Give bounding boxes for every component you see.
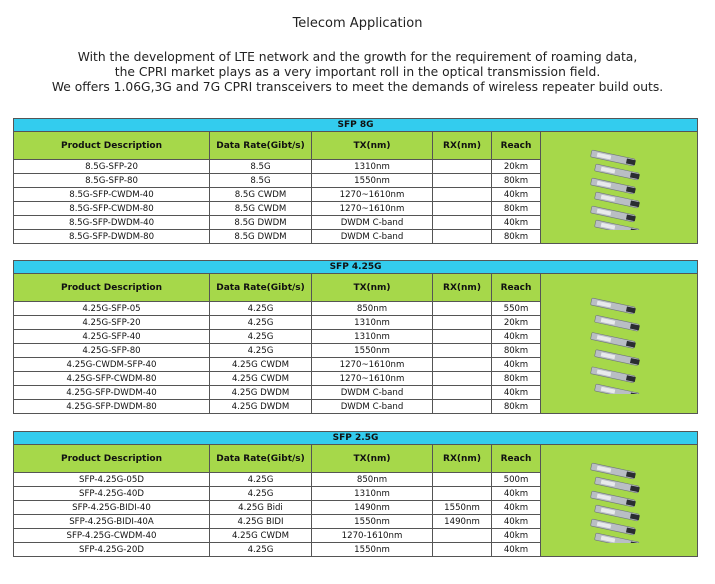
intro-line: the CPRI market plays as a very important roll in the optical transmission field. (114, 65, 601, 79)
table-cell (433, 358, 492, 372)
table-cell: 4.25G CWDM (210, 529, 312, 543)
table-cell: 8.5G-SFP-CWDM-80 (14, 202, 210, 216)
table-cell: 40km (492, 501, 541, 515)
table-cell: 4.25G-SFP-CWDM-80 (14, 372, 210, 386)
table-cell (433, 188, 492, 202)
table-cell: DWDM C-band (312, 230, 433, 244)
table-cell: 8.5G-SFP-20 (14, 160, 210, 174)
table-cell: 4.25G (210, 316, 312, 330)
table-cell: DWDM C-band (312, 216, 433, 230)
column-header: TX(nm) (312, 132, 433, 160)
table-cell: 8.5G (210, 160, 312, 174)
table-cell: 4.25G-SFP-20 (14, 316, 210, 330)
table-cell: 40km (492, 216, 541, 230)
table-cell: 40km (492, 543, 541, 557)
table-cell: 4.25G (210, 473, 312, 487)
table-cell (433, 473, 492, 487)
table-cell (433, 372, 492, 386)
table-cell: 80km (492, 230, 541, 244)
table-cell: 4.25G (210, 487, 312, 501)
table-cell: 40km (492, 188, 541, 202)
intro-paragraph (0, 50, 715, 95)
table-cell (433, 316, 492, 330)
table-cell: 850nm (312, 302, 433, 316)
table-cell: 40km (492, 529, 541, 543)
table-cell: 8.5G CWDM (210, 202, 312, 216)
table-cell (433, 400, 492, 414)
table-cell: 1550nm (312, 344, 433, 358)
table-cell (433, 529, 492, 543)
column-header: RX(nm) (433, 445, 492, 473)
spec-table-sfp-4-25g (13, 260, 698, 414)
table-cell: 4.25G (210, 543, 312, 557)
table-cell: 1270~1610nm (312, 358, 433, 372)
table-cell: 1310nm (312, 487, 433, 501)
table-cell (433, 160, 492, 174)
table-cell (433, 216, 492, 230)
column-header: Product Description (14, 445, 210, 473)
page-title: Telecom Application (292, 16, 423, 31)
column-header: Reach (492, 445, 541, 473)
table-cell: 1550nm (312, 174, 433, 188)
table-cell: 4.25G-SFP-DWDM-40 (14, 386, 210, 400)
column-header: RX(nm) (433, 274, 492, 302)
table-cell: 4.25G (210, 344, 312, 358)
table-cell: 80km (492, 174, 541, 188)
table-cell: 1490nm (433, 515, 492, 529)
intro-line: We offers 1.06G,3G and 7G CPRI transceivers to meet the demands of wireless repeater build outs. (51, 80, 664, 94)
table-cell: 8.5G-SFP-DWDM-40 (14, 216, 210, 230)
table-cell (433, 487, 492, 501)
table-cell: DWDM C-band (312, 386, 433, 400)
table-cell: 40km (492, 330, 541, 344)
table-cell: 850nm (312, 473, 433, 487)
table-cell: SFP-4.25G-BIDI-40A (14, 515, 210, 529)
table-cell: 4.25G CWDM (210, 358, 312, 372)
section-title: SFP 8G (14, 119, 698, 132)
table-cell (433, 174, 492, 188)
column-header-row (14, 274, 698, 302)
table-cell: 4.25G (210, 330, 312, 344)
table-cell: SFP-4.25G-05D (14, 473, 210, 487)
table-cell: 4.25G DWDM (210, 400, 312, 414)
table-cell: SFP-4.25G-20D (14, 543, 210, 557)
section-title: SFP 2.5G (14, 432, 698, 445)
product-image (541, 132, 698, 244)
column-header: Reach (492, 274, 541, 302)
sfp-module-icon (584, 294, 654, 394)
product-image (541, 274, 698, 414)
intro-line: With the development of LTE network and the growth for the requirement of roaming data, (77, 50, 638, 64)
table-cell: 1550nm (312, 515, 433, 529)
table-cell: 1270-1610nm (312, 529, 433, 543)
column-header: RX(nm) (433, 132, 492, 160)
table-cell: 4.25G-SFP-DWDM-80 (14, 400, 210, 414)
table-cell: 80km (492, 372, 541, 386)
table-cell: 8.5G DWDM (210, 216, 312, 230)
table-cell: 4.25G-SFP-40 (14, 330, 210, 344)
table-cell: 4.25G (210, 302, 312, 316)
sfp-module-icon (584, 146, 654, 230)
table-cell (433, 202, 492, 216)
table-cell: 4.25G-CWDM-SFP-40 (14, 358, 210, 372)
table-cell: 8.5G (210, 174, 312, 188)
column-header: TX(nm) (312, 274, 433, 302)
table-cell: 40km (492, 515, 541, 529)
column-header: Reach (492, 132, 541, 160)
column-header: Data Rate(Gibt/s) (210, 274, 312, 302)
table-cell (433, 330, 492, 344)
table-cell: 1310nm (312, 160, 433, 174)
table-cell: 8.5G-SFP-80 (14, 174, 210, 188)
table-cell: 500m (492, 473, 541, 487)
column-header-row (14, 445, 698, 473)
sfp-module-icon (584, 459, 654, 543)
column-header: Data Rate(Gibt/s) (210, 445, 312, 473)
table-cell: 20km (492, 316, 541, 330)
table-cell: 1310nm (312, 316, 433, 330)
section-title: SFP 4.25G (14, 261, 698, 274)
table-cell: 1490nm (312, 501, 433, 515)
table-cell: 1270~1610nm (312, 188, 433, 202)
table-cell (433, 543, 492, 557)
table-cell: 20km (492, 160, 541, 174)
table-cell: 4.25G-SFP-80 (14, 344, 210, 358)
product-image (541, 445, 698, 557)
column-header: Product Description (14, 132, 210, 160)
table-cell: 4.25G CWDM (210, 372, 312, 386)
table-cell: 8.5G-SFP-DWDM-80 (14, 230, 210, 244)
table-cell: 40km (492, 386, 541, 400)
table-cell: 550m (492, 302, 541, 316)
spec-table-sfp-8g (13, 118, 698, 244)
table-cell: 4.25G Bidi (210, 501, 312, 515)
column-header-row (14, 132, 698, 160)
table-cell (433, 386, 492, 400)
table-cell: DWDM C-band (312, 400, 433, 414)
table-cell (433, 344, 492, 358)
spec-table-sfp-2-5g (13, 431, 698, 557)
column-header: TX(nm) (312, 445, 433, 473)
table-cell: 40km (492, 487, 541, 501)
table-cell: 80km (492, 202, 541, 216)
table-cell: 4.25G DWDM (210, 386, 312, 400)
table-cell: 80km (492, 344, 541, 358)
column-header: Data Rate(Gibt/s) (210, 132, 312, 160)
table-cell: 8.5G DWDM (210, 230, 312, 244)
table-cell: 80km (492, 400, 541, 414)
table-cell: 8.5G-SFP-CWDM-40 (14, 188, 210, 202)
table-cell: SFP-4.25G-CWDM-40 (14, 529, 210, 543)
column-header: Product Description (14, 274, 210, 302)
table-cell: 1550nm (312, 543, 433, 557)
table-cell: 4.25G-SFP-05 (14, 302, 210, 316)
table-cell: 4.25G BIDI (210, 515, 312, 529)
table-cell: 1270~1610nm (312, 372, 433, 386)
table-cell: 1550nm (433, 501, 492, 515)
table-cell (433, 302, 492, 316)
table-cell: SFP-4.25G-BIDI-40 (14, 501, 210, 515)
table-cell (433, 230, 492, 244)
table-cell: 40km (492, 358, 541, 372)
table-cell: 1310nm (312, 330, 433, 344)
table-cell: 8.5G CWDM (210, 188, 312, 202)
table-cell: SFP-4.25G-40D (14, 487, 210, 501)
table-cell: 1270~1610nm (312, 202, 433, 216)
